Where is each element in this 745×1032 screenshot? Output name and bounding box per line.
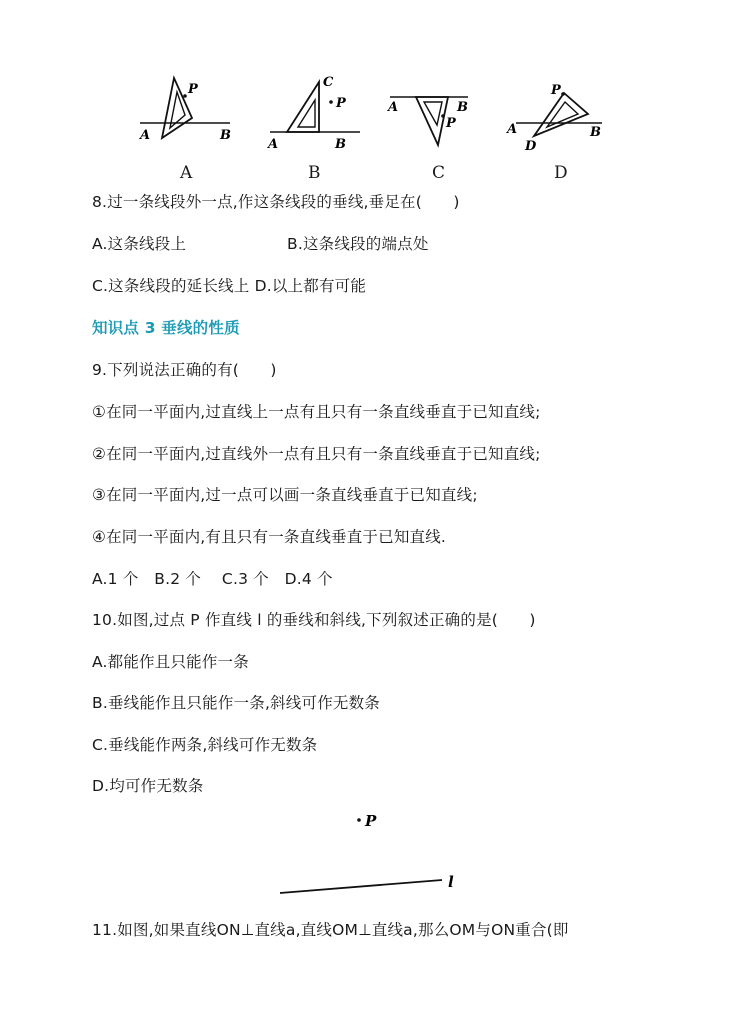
- point-p-label: P: [365, 812, 377, 830]
- q8-option-b: B.这条线段的端点处: [287, 235, 429, 253]
- q10-option-d: D.均可作无数条: [92, 777, 204, 795]
- figure-b-diagram: [265, 70, 375, 160]
- figure-c-label-a: A: [388, 100, 399, 115]
- figure-c-label-b: B: [457, 100, 468, 115]
- figure-a-caption: A: [180, 163, 193, 183]
- figure-d-label-b: B: [590, 125, 601, 140]
- point-p-dot: [357, 818, 361, 822]
- set-square-figures: [130, 70, 620, 185]
- figure-a-label-a: A: [140, 128, 151, 143]
- figure-c-caption: C: [432, 163, 446, 183]
- q8-options-ab: [92, 232, 429, 254]
- q9-statement-2: ②在同一平面内,过直线外一点有且只有一条直线垂直于已知直线;: [92, 445, 541, 463]
- figure-d-label-p: P: [551, 83, 561, 98]
- q10-stem: 10.如图,过点 P 作直线 l 的垂线和斜线,下列叙述正确的是( ): [92, 611, 536, 629]
- q8-options-cd: C.这条线段的延长线上 D.以上都有可能: [92, 277, 367, 295]
- figure-a-label-p: P: [188, 82, 198, 97]
- figure-a-diagram: [130, 70, 240, 160]
- q8-option-a: A.这条线段上: [92, 235, 187, 253]
- figure-c: [380, 70, 490, 183]
- q10-option-b: B.垂线能作且只能作一条,斜线可作无数条: [92, 694, 380, 712]
- q9-options: A.1 个 B.2 个 C.3 个 D.4 个: [92, 570, 333, 588]
- q10-option-c: C.垂线能作两条,斜线可作无数条: [92, 736, 318, 754]
- q10-figure: [270, 805, 470, 900]
- figure-c-diagram: [380, 70, 490, 160]
- q11-stem: 11.如图,如果直线ON⊥直线a,直线OM⊥直线a,那么OM与ON重合(即: [92, 921, 569, 939]
- figure-b-label-c: C: [323, 75, 334, 90]
- figure-d-label-d: D: [525, 139, 537, 154]
- figure-b-label-a: A: [268, 137, 279, 152]
- figure-d: [502, 70, 620, 183]
- figure-d-diagram: [502, 70, 620, 160]
- figure-b-caption: B: [308, 163, 321, 183]
- q9-stem: 9.下列说法正确的有( ): [92, 361, 277, 379]
- figure-b-label-b: B: [335, 137, 346, 152]
- figure-a: [130, 70, 240, 183]
- figure-c-label-p: P: [446, 116, 456, 131]
- q9-statement-4: ④在同一平面内,有且只有一条直线垂直于已知直线.: [92, 528, 447, 546]
- line-l: [280, 880, 442, 893]
- q9-statement-3: ③在同一平面内,过一点可以画一条直线垂直于已知直线;: [92, 486, 478, 504]
- figure-a-label-b: B: [220, 128, 231, 143]
- q9-statement-1: ①在同一平面内,过直线上一点有且只有一条直线垂直于已知直线;: [92, 403, 541, 421]
- section-heading: 知识点 3 垂线的性质: [92, 319, 240, 337]
- figure-d-label-a: A: [507, 122, 518, 137]
- figure-b-label-p: P: [336, 96, 346, 111]
- figure-d-caption: D: [554, 163, 568, 183]
- q10-option-a: A.都能作且只能作一条: [92, 653, 249, 671]
- line-l-label: l: [448, 873, 454, 891]
- figure-b: [265, 70, 375, 183]
- q8-stem: 8.过一条线段外一点,作这条线段的垂线,垂足在( ): [92, 193, 460, 211]
